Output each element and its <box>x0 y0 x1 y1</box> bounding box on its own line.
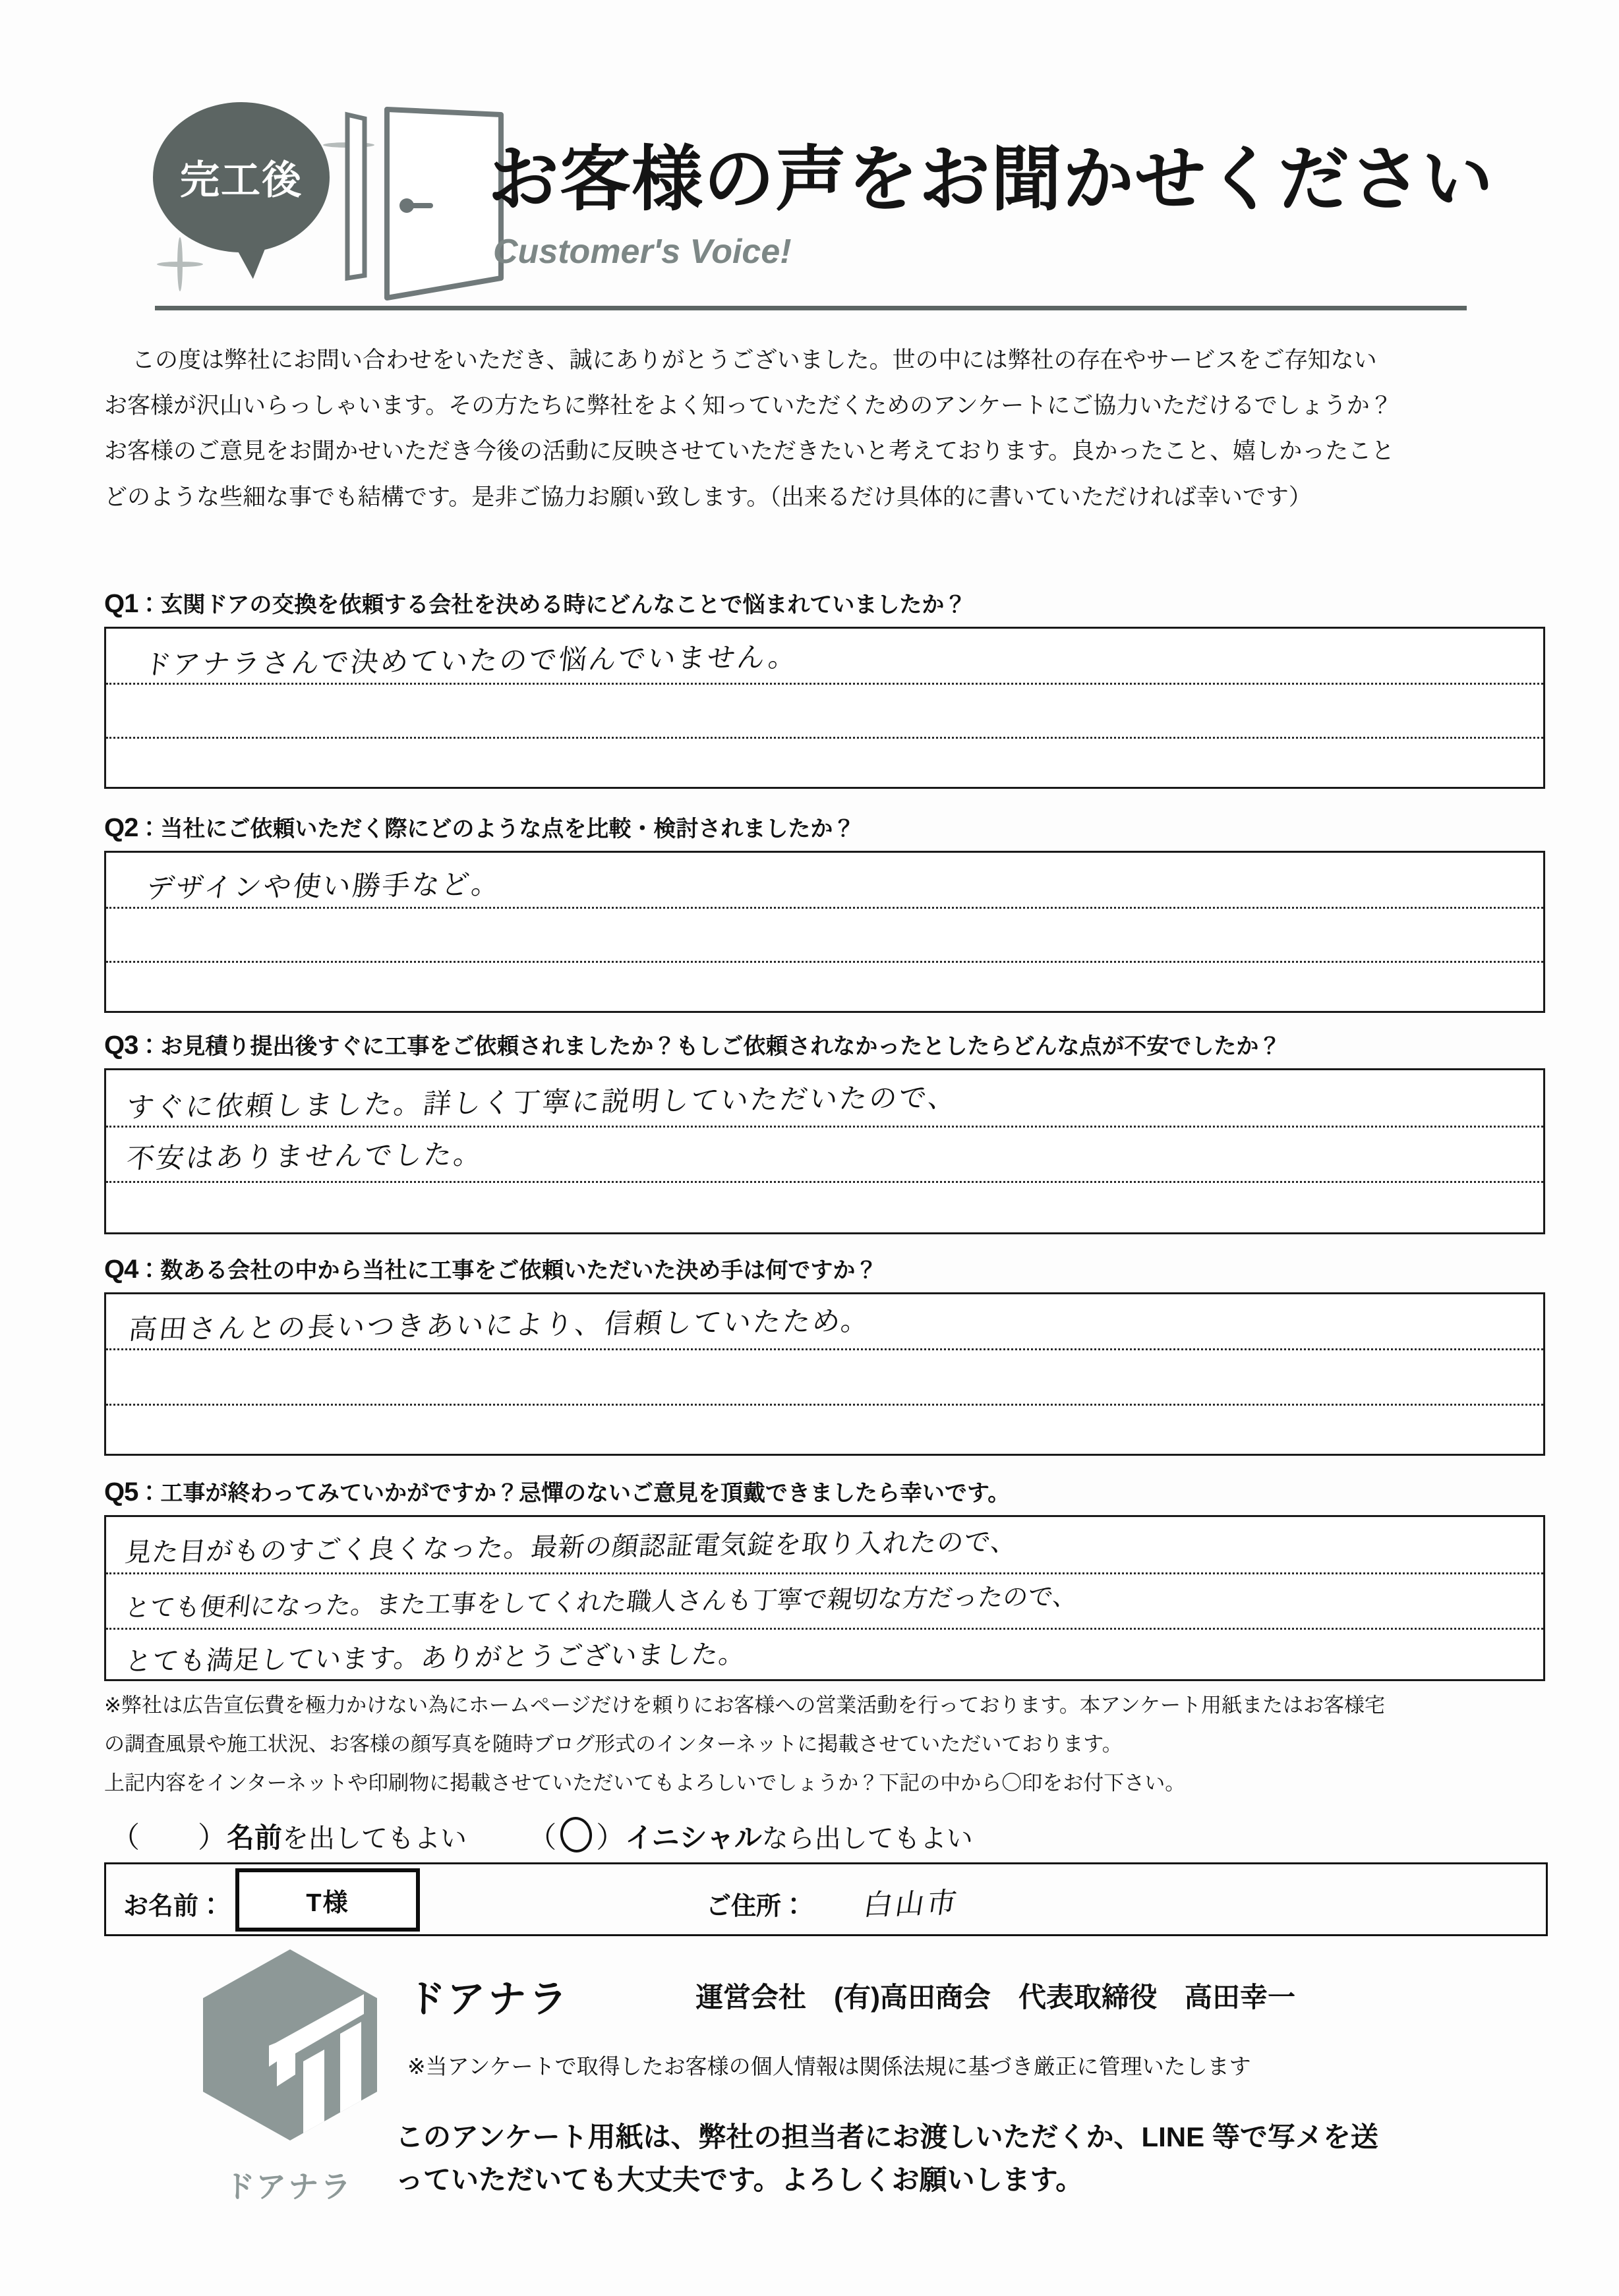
question-block-q2 <box>104 811 1545 1013</box>
name-field-label: お名前： <box>123 1893 224 1920</box>
consent-option-initial[interactable] <box>527 1824 972 1853</box>
answer-rule <box>106 1126 1543 1128</box>
question-label-q3 <box>104 1028 1545 1060</box>
page-header <box>0 0 1619 316</box>
intro-line-1: この度は弊社にお問い合わせをいただき、誠にありがとうございました。世の中には弊社の存在やサービスをご存知ない <box>132 347 1377 373</box>
consent-option-name[interactable] <box>111 1824 467 1853</box>
page-title: お客様の声をお聞かせください <box>488 139 1494 219</box>
question-number-q1: Q1 <box>104 589 138 618</box>
answer-box-q3[interactable] <box>104 1068 1545 1234</box>
answer-rule <box>106 1628 1543 1630</box>
handwritten-answer-q3-line2: 不安はありませんでした。 <box>125 1137 485 1175</box>
question-label-q1 <box>104 587 1545 619</box>
handwritten-answer-q2-line1: デザインや使い勝手など。 <box>144 867 503 905</box>
name-field-value[interactable]: T様 <box>235 1868 420 1932</box>
page-subtitle: Customer's Voice! <box>493 233 792 271</box>
question-text-q1: ：玄関ドアの交換を依頼する会社を決める時にどんなことで悩まれていましたか？ <box>138 592 967 617</box>
answer-box-q1[interactable] <box>104 627 1545 789</box>
logo-wordmark: ドアナラ <box>224 2169 353 2204</box>
handwritten-answer-q5-line2: とても便利になった。また工事をしてくれた職人さんも丁寧で親切な方だったので、 <box>123 1582 1080 1622</box>
question-text-q5: ：工事が終わってみていかがですか？忌憚のないご意見を頂戴できましたら幸いです。 <box>138 1481 1011 1506</box>
consent-name-rest: を出してもよい <box>282 1824 467 1853</box>
privacy-note: ※当アンケートで取得したお客様の個人情報は関係法規に基づき厳正に管理いたします <box>407 2054 1251 2079</box>
consent-options <box>111 1814 973 1856</box>
answer-box-q2[interactable] <box>104 851 1545 1013</box>
consent-paren-open: （ <box>527 1822 557 1854</box>
question-block-q3 <box>104 1028 1545 1234</box>
consent-name-strong: 名前 <box>227 1822 283 1853</box>
sparkle-icon <box>157 237 203 291</box>
question-label-q5 <box>104 1475 1545 1507</box>
answer-rule <box>106 1181 1543 1183</box>
brand-name: ドアナラ <box>407 1978 570 2021</box>
question-number-q3: Q3 <box>104 1031 138 1060</box>
answer-rule <box>106 961 1543 963</box>
question-block-q4 <box>104 1252 1545 1456</box>
consent-initial-strong: イニシャル <box>625 1822 762 1853</box>
answer-rule <box>106 907 1543 909</box>
intro-paragraph <box>104 343 1541 525</box>
disclaimer-notes <box>104 1691 1548 1808</box>
address-field-label: ご住所： <box>706 1893 807 1920</box>
intro-line-2: お客様が沢山いらっしゃいます。その方たちに弊社をよく知っていただくためのアンケートにご協力いただけるでしょうか？ <box>104 393 1393 419</box>
answer-rule <box>106 683 1543 685</box>
handwritten-answer-q5-line3: とても満足しています。ありがとうございました。 <box>123 1639 748 1677</box>
handwritten-answer-q4-line1: 高田さんとの長いつきあいにより、信頼していたため。 <box>127 1304 873 1346</box>
identity-table <box>104 1862 1548 1936</box>
consent-paren-close: ） <box>596 1822 626 1854</box>
selected-circle-mark-icon <box>558 1815 595 1854</box>
answer-box-q5[interactable] <box>104 1515 1545 1681</box>
intro-line-3: お客様のご意見をお聞かせいただき今後の活動に反映させていただきたいと考えております。良かったこと、嬉しかったこと <box>104 438 1395 465</box>
note-line-3: 上記内容をインターネットや印刷物に掲載させていただいてもよろしいでしょうか？下記の中から〇印をお付下さい。 <box>104 1771 1186 1794</box>
answer-rule <box>106 1572 1543 1574</box>
closing-message <box>396 2115 1582 2201</box>
question-text-q2: ：当社にご依頼いただく際にどのような点を比較・検討されましたか？ <box>138 817 856 842</box>
answer-rule <box>106 737 1543 739</box>
answer-rule <box>106 1404 1543 1406</box>
address-field-value[interactable]: 白山市 <box>861 1887 962 1922</box>
question-number-q4: Q4 <box>104 1255 138 1284</box>
question-text-q4: ：数ある会社の中から当社に工事をご依頼いただいた決め手は何ですか？ <box>138 1258 878 1283</box>
doornara-hexagon-logo-icon <box>198 1945 382 2143</box>
question-text-q3: ：お見積り提出後すぐに工事をご依頼されましたか？もしご依頼されなかったとしたらどんな点が不安でしたか？ <box>138 1034 1281 1059</box>
handwritten-answer-q5-line1: 見た目がものすごく良くなった。最新の顔認証電気錠を取り入れたので、 <box>123 1526 1020 1568</box>
question-label-q4 <box>104 1252 1545 1284</box>
company-info: 運営会社 (有)高田商会 代表取締役 高田幸一 <box>695 1982 1295 2013</box>
question-number-q5: Q5 <box>104 1478 138 1507</box>
closing-line-2: っていただいても大丈夫です。よろしくお願いします。 <box>396 2164 1084 2196</box>
answer-rule <box>106 1348 1543 1350</box>
handwritten-answer-q3-line1: すぐに依頼しました。詳しく丁寧に説明していただいたので、 <box>125 1081 960 1124</box>
header-divider <box>155 306 1467 310</box>
intro-line-4: どのような些細な事でも結構です。是非ご協力お願い致します。（出来るだけ具体的に書いていただければ幸いです） <box>104 484 1312 510</box>
question-block-q1 <box>104 587 1545 789</box>
consent-initial-rest: なら出してもよい <box>761 1824 973 1853</box>
answer-box-q4[interactable] <box>104 1292 1545 1456</box>
note-line-2: の調査風景や施工状況、お客様の顔写真を随時ブログ形式のインターネットに掲載させていただいております。 <box>104 1732 1123 1756</box>
closing-line-1: このアンケート用紙は、弊社の担当者にお渡しいただくか、LINE 等で写メを送 <box>396 2121 1378 2152</box>
badge-label: 完工後 <box>180 158 303 202</box>
consent-checkbox-name[interactable]: （ ） <box>111 1822 227 1854</box>
question-label-q2 <box>104 811 1545 843</box>
question-block-q5 <box>104 1475 1545 1681</box>
note-line-1: ※弊社は広告宣伝費を極力かけない為にホームページだけを頼りにお客様への営業活動を行っております。本アンケート用紙またはお客様宅 <box>104 1694 1386 1717</box>
handwritten-answer-q1-line1: ドアナラさんで決めていたので悩んでいません。 <box>142 640 800 681</box>
question-number-q2: Q2 <box>104 813 138 842</box>
